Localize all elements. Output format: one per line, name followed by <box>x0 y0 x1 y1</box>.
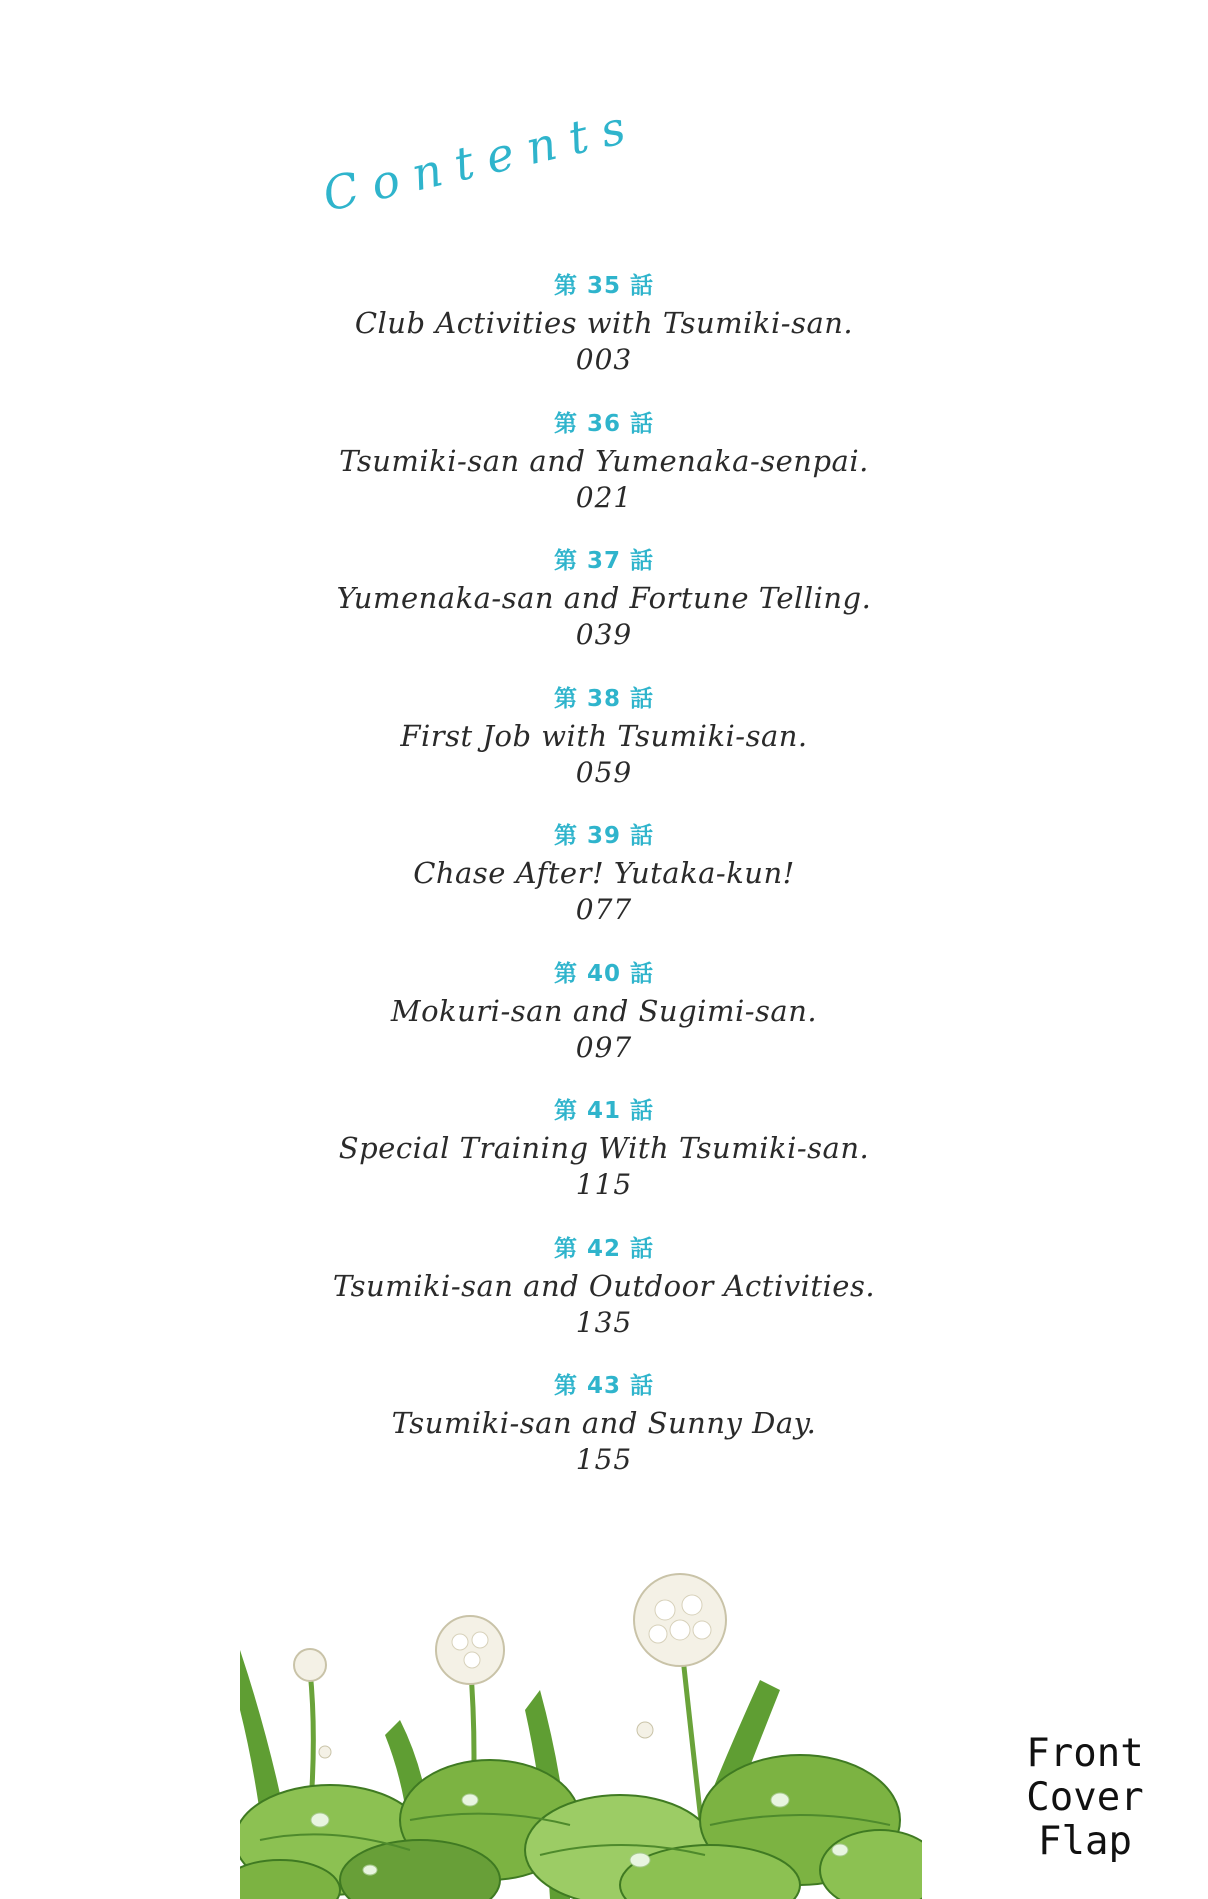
chapter-title: Yumenaka-san and Fortune Telling. <box>336 581 872 615</box>
chapter-title: Mokuri-san and Sugimi-san. <box>390 993 818 1028</box>
chapter-number: 第 37 話 <box>553 548 655 574</box>
chapter-number: 第 39 話 <box>553 823 655 849</box>
toc-entry <box>300 956 908 1094</box>
page-number: 115 <box>575 1168 633 1201</box>
toc-entry <box>300 1093 908 1231</box>
front-cover-flap-label <box>1005 1732 1165 1864</box>
toc-entry <box>300 1231 908 1369</box>
page-number: 059 <box>575 755 633 789</box>
toc-entry <box>300 543 908 681</box>
chapter-title: Tsumiki-san and Yumenaka-senpai. <box>339 443 869 478</box>
page-number: 135 <box>575 1305 633 1339</box>
chapter-number: 第 41 話 <box>553 1098 655 1124</box>
contents-heading: Contents <box>317 96 644 222</box>
clover-flowers-illustration <box>240 1570 922 1899</box>
chapter-title: Club Activities with Tsumiki-san. <box>354 306 854 340</box>
chapter-number: 第 42 話 <box>553 1235 655 1262</box>
toc-entry <box>300 268 908 406</box>
toc-entry <box>300 818 908 956</box>
page-number: 077 <box>575 893 633 926</box>
chapter-title: Chase After! Yutaka-kun! <box>413 856 795 890</box>
chapter-number: 第 36 話 <box>553 410 655 437</box>
page-number: 039 <box>575 618 633 651</box>
toc-entry <box>300 406 908 544</box>
chapter-title: First Job with Tsumiki-san. <box>400 718 808 753</box>
flap-label-line: Cover <box>1026 1775 1144 1820</box>
toc-entry <box>300 1368 908 1506</box>
table-of-contents <box>300 268 908 1506</box>
clover-flower-icon <box>634 1574 726 1666</box>
chapter-title: Special Training With Tsumiki-san. <box>338 1131 870 1165</box>
chapter-number: 第 43 話 <box>553 1373 655 1399</box>
page-number: 003 <box>575 343 633 376</box>
chapter-title: Tsumiki-san and Sunny Day. <box>391 1406 817 1440</box>
page-number: 097 <box>575 1030 633 1064</box>
chapter-number: 第 35 話 <box>553 273 655 299</box>
flap-label-line: Flap <box>1038 1819 1132 1864</box>
chapter-number: 第 40 話 <box>553 960 655 987</box>
flap-label-line: Front <box>1026 1731 1144 1776</box>
page-number: 155 <box>575 1443 633 1476</box>
toc-entry <box>300 681 908 819</box>
page-number: 021 <box>575 480 633 514</box>
chapter-title: Tsumiki-san and Outdoor Activities. <box>332 1268 876 1303</box>
chapter-number: 第 38 話 <box>553 685 655 712</box>
